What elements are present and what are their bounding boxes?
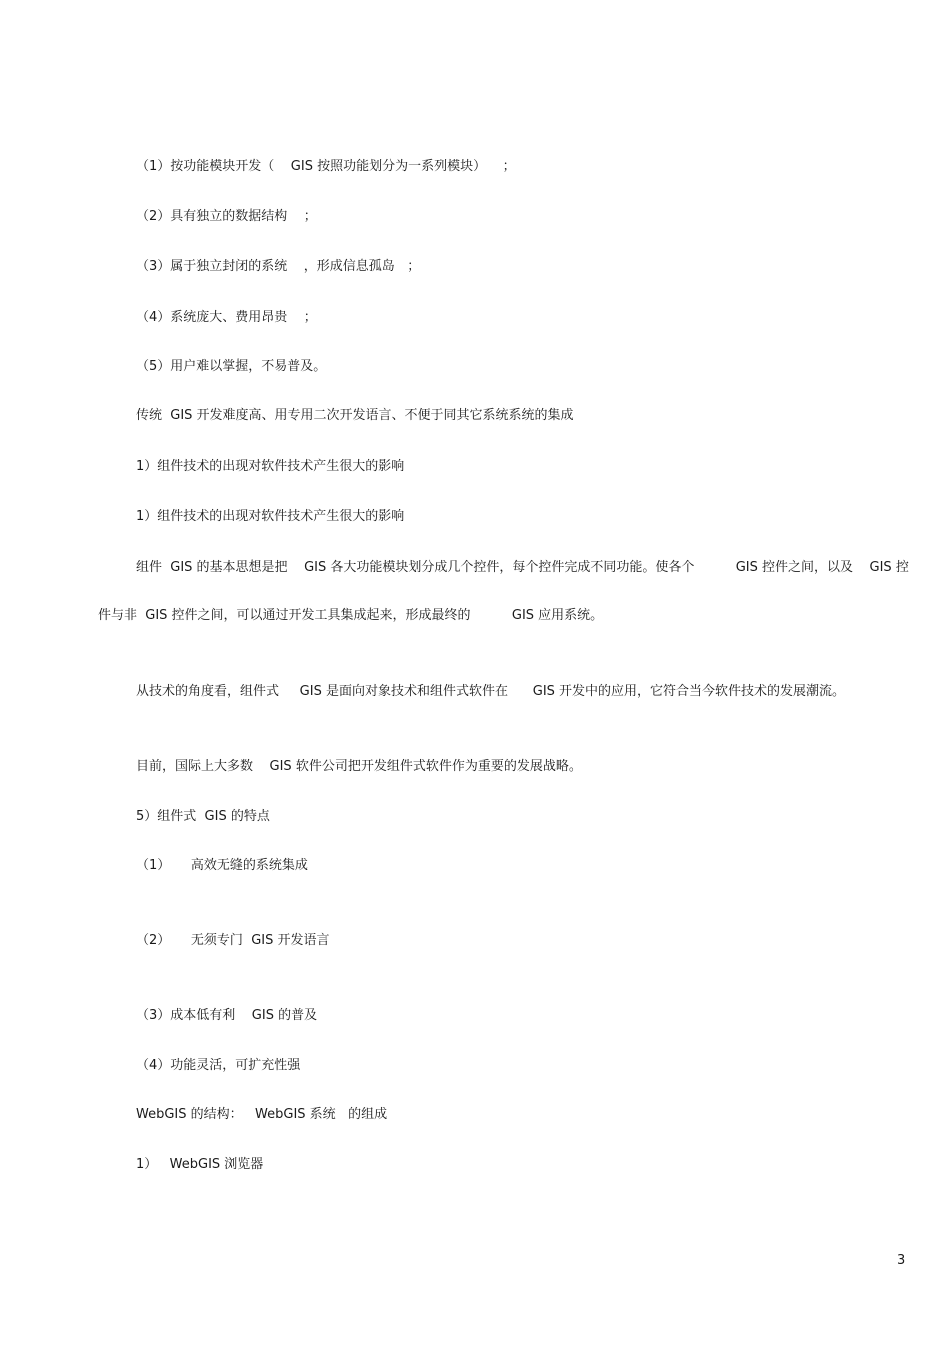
text-line-7: 1）组件技术的出现对软件技术产生很大的影响 xyxy=(136,459,405,474)
text-line-8: 1）组件技术的出现对软件技术产生很大的影响 xyxy=(136,509,405,524)
text-line-9: 从技术的角度看，组件式 GIS 是面向对象技术和组件式软件在 GIS 开发中的应用，它符合当今软件技术的发展潮流。 xyxy=(136,684,846,699)
text-line-5: （5）用户难以掌握，不易普及。 xyxy=(136,359,327,374)
text-line-16: WebGIS 的结构： WebGIS 系统 的组成 xyxy=(136,1107,388,1122)
text-line-17: 1） WebGIS 浏览器 xyxy=(136,1157,264,1172)
paragraph-line-2: 件与非 GIS 控件之间，可以通过开发工具集成起来，形成最终的 GIS 应用系统。 xyxy=(98,608,604,623)
text-line-14: （3）成本低有利 GIS 的普及 xyxy=(136,1008,318,1023)
text-line-1: （1）按功能模块开发（ GIS 按照功能划分为一系列模块） ； xyxy=(136,159,516,174)
paragraph-line-1: 组件 GIS 的基本思想是把 GIS 各大功能模块划分成几个控件，每个控件完成不同功能。使各个 GIS 控件之间，以及 GIS 控 xyxy=(136,560,909,575)
text-line-11: 5）组件式 GIS 的特点 xyxy=(136,809,270,824)
text-line-15: （4）功能灵活，可扩充性强 xyxy=(136,1058,301,1073)
text-line-4: （4）系统庞大、费用昂贵 ； xyxy=(136,310,317,325)
text-line-6: 传统 GIS 开发难度高、用专用二次开发语言、不便于同其它系统系统的集成 xyxy=(136,408,574,423)
text-line-3: （3）属于独立封闭的系统 ，形成信息孤岛 ； xyxy=(136,259,421,274)
text-line-10: 目前，国际上大多数 GIS 软件公司把开发组件式软件作为重要的发展战略。 xyxy=(136,759,582,774)
text-line-13: （2） 无须专门 GIS 开发语言 xyxy=(136,933,330,948)
page-number: 3 xyxy=(897,1253,906,1268)
text-line-2: （2）具有独立的数据结构 ； xyxy=(136,209,317,224)
text-line-12: （1） 高效无缝的系统集成 xyxy=(136,858,308,873)
